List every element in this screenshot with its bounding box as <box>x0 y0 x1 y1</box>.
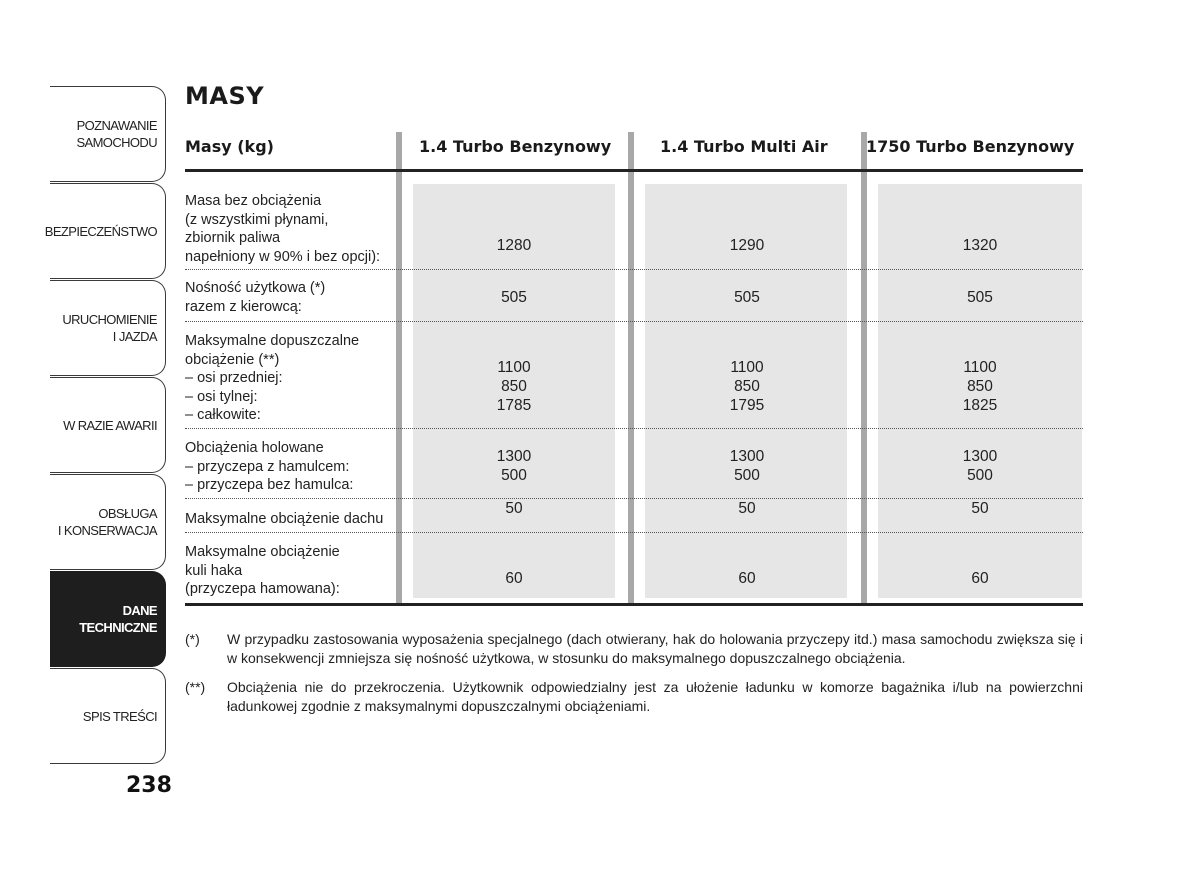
cell-value: 1100 850 1785 <box>496 359 532 414</box>
row-label: Maksymalne dopuszczalne obciążenie (**) – osi przedniej: – osi tylnej: – całkowite: <box>185 333 360 423</box>
cell-value: 1290 <box>729 237 765 254</box>
footnote-mark: (**) <box>185 679 206 695</box>
tab-poznawanie-samochodu[interactable]: POZNAWANIE SAMOCHODU <box>50 86 166 182</box>
row-label: Obciążenia holowane – przyczepa z hamulcem: – przyczepa bez hamulca: <box>185 440 354 493</box>
cell-value: 50 <box>738 500 756 517</box>
footnote-2 <box>185 678 1083 716</box>
cell-value: 1300 500 <box>729 448 765 484</box>
row-divider <box>185 321 1083 322</box>
cell-value: 1280 <box>496 237 532 254</box>
cell-value: 60 <box>971 570 989 587</box>
header-masses: Masy (kg) <box>185 136 274 156</box>
footnote-1 <box>185 630 1083 668</box>
column-separator <box>628 132 634 606</box>
table-bottom-rule <box>185 603 1083 606</box>
row-label: Masa bez obciążenia (z wszystkimi płynami, zbiornik paliwa napełniony w 90% i bez opcji): <box>185 193 381 265</box>
footnote-text: Obciążenia nie do przekroczenia. Użytkownik odpowiedzialny jest za ułożenie ładunku w komorze bagażnika i/lub na powierzchni ładunkowej zgodnie z maksymalnymi dopuszczalnymi obciążeniami. <box>227 679 1083 714</box>
row-label: Nośność użytkowa (*) razem z kierowcą: <box>185 280 326 315</box>
cell-value: 50 <box>971 500 989 517</box>
row-divider <box>185 269 1083 270</box>
header-rule <box>185 169 1083 172</box>
column-separator <box>396 132 402 606</box>
tab-spis-tresci[interactable]: SPIS TREŚCI <box>50 668 166 764</box>
footnote-mark: (*) <box>185 631 200 647</box>
header-engine-1: 1.4 Turbo Benzynowy <box>419 136 612 156</box>
tab-bezpieczenstwo[interactable]: BEZPIECZEŃSTWO <box>50 183 166 279</box>
cell-value: 505 <box>734 289 760 306</box>
page-number: 238 <box>126 773 172 798</box>
header-engine-3: 1750 Turbo Benzynowy <box>866 136 1075 156</box>
tab-obsluga-i-konserwacja[interactable]: OBSŁUGA I KONSERWACJA <box>50 474 166 570</box>
column-separator <box>861 132 867 606</box>
header-engine-2: 1.4 Turbo Multi Air <box>660 136 828 156</box>
row-divider <box>185 428 1083 429</box>
tab-uruchomienie-i-jazda[interactable]: URUCHOMIENIE I JAZDA <box>50 280 166 376</box>
row-label: Maksymalne obciążenie kuli haka (przyczepa hamowana): <box>185 544 340 597</box>
cell-value: 505 <box>501 289 527 306</box>
row-divider <box>185 532 1083 533</box>
cell-value: 1100 850 1825 <box>962 359 998 414</box>
cell-value: 1100 850 1795 <box>729 359 765 414</box>
cell-value: 505 <box>967 289 993 306</box>
cell-value: 50 <box>505 500 523 517</box>
cell-value: 1300 500 <box>496 448 532 484</box>
page-title: MASY <box>185 82 265 110</box>
cell-value: 1300 500 <box>962 448 998 484</box>
tab-dane-techniczne[interactable]: DANE TECHNICZNE <box>50 571 166 667</box>
masses-table <box>185 126 1083 606</box>
footnote-text: W przypadku zastosowania wyposażenia specjalnego (dach otwierany, hak do holowania przyczepy itd.) masa samochodu zwiększa się i w konsekwencji zmniejsza się nośność użytkowa, w stosunku do maksymalnego dopuszczalnego obciążenia. <box>227 631 1083 666</box>
tab-w-razie-awarii[interactable]: W RAZIE AWARII <box>50 377 166 473</box>
cell-value: 60 <box>738 570 756 587</box>
row-label: Maksymalne obciążenie dachu <box>185 511 384 527</box>
cell-value: 60 <box>505 570 523 587</box>
cell-value: 1320 <box>962 237 998 254</box>
